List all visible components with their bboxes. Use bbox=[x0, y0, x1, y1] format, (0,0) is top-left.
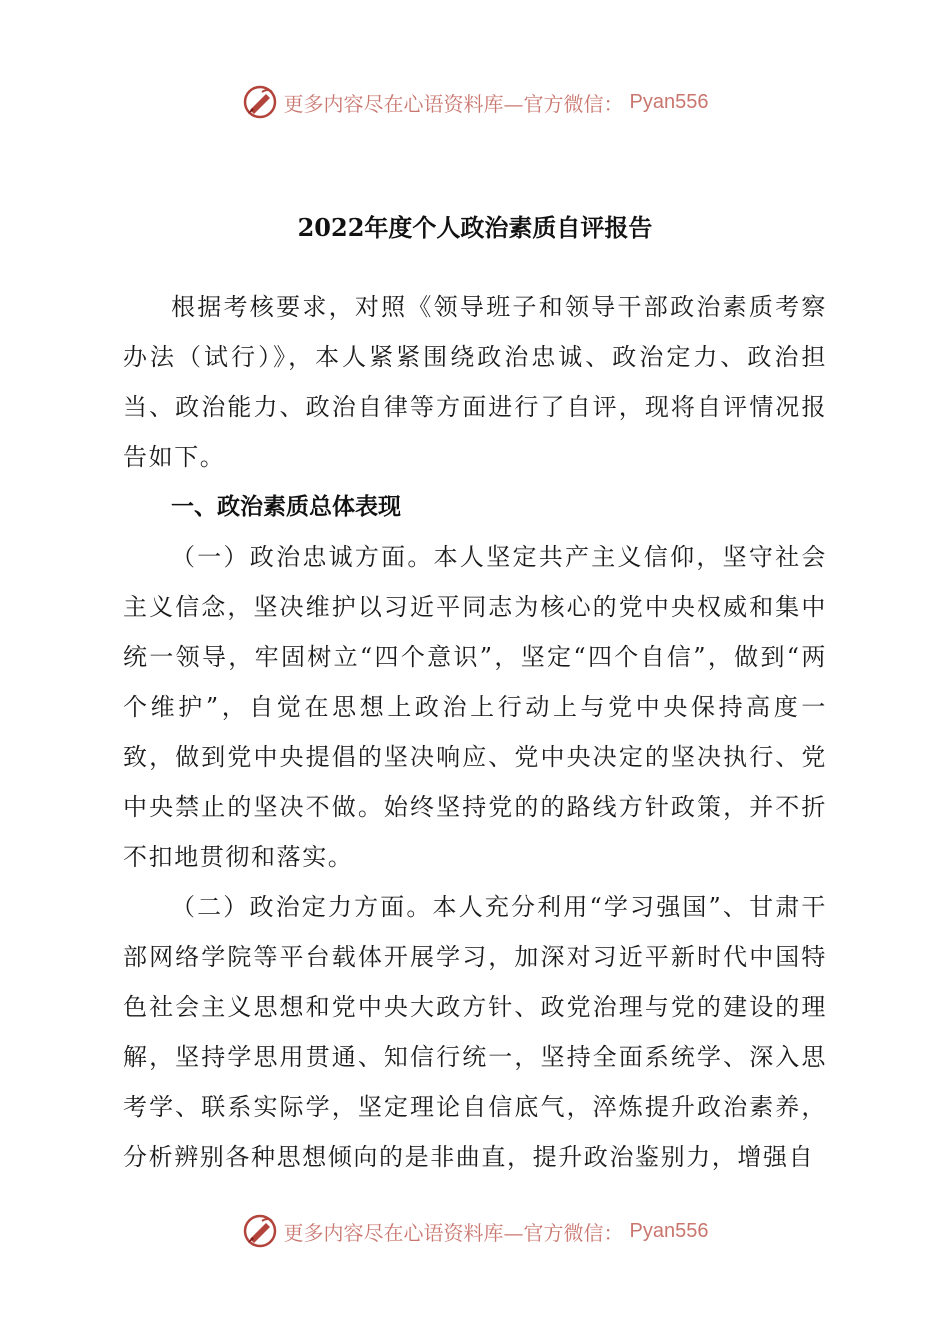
pen-logo-icon bbox=[242, 1213, 278, 1249]
watermark-text: 更多内容尽在心语资料库—官方微信： bbox=[283, 1220, 624, 1245]
document-title: 2022年度个人政治素质自评报告 bbox=[297, 213, 653, 242]
political-loyalty-paragraph: （一）政治忠诚方面。本人坚定共产主义信仰，坚守社会主义信念，坚决维护以习近平同志为核心的党中央权威和集中统一领导，牢固树立“四个意识”，坚定“四个自信”，做到“两个维护”，自觉在思想上政治上行动上与党中央保持高度一致，做到党中央提倡的坚决响应、党中央决定的坚决执行、党中央禁止的坚决不做。始终坚持党的的路线方针政策，并不折不扣地贯彻和落实。 bbox=[123, 543, 827, 871]
watermark-text: 更多内容尽在心语资料库—官方微信： bbox=[283, 91, 624, 116]
watermark-wechat-id: Pyan556 bbox=[629, 90, 709, 113]
pen-logo-icon bbox=[242, 84, 278, 120]
watermark-banner-bottom bbox=[0, 1211, 950, 1251]
political-determination-paragraph: （二）政治定力方面。本人充分利用“学习强国”、甘肃干部网络学院等平台载体开展学习，加深对习近平新时代中国特色社会主义思想和党中央大政方针、政党治理与党的建设的理解，坚持学思用贯通、知信行统一，坚持全面系统学、深入思考学、联系实际学，坚定理论自信底气，淬炼提升政治素养，分析辨别各种思想倾向的是非曲直，提升政治鉴别力，增强自 bbox=[123, 893, 827, 1171]
section-heading: 一、政治素质总体表现 bbox=[171, 494, 401, 520]
document-body bbox=[123, 282, 827, 1182]
intro-paragraph: 根据考核要求，对照《领导班子和领导干部政治素质考察办法（试行）》，本人紧紧围绕政治忠诚、政治定力、政治担当、政治能力、政治自律等方面进行了自评，现将自评情况报告如下。 bbox=[123, 293, 827, 471]
watermark-banner-top bbox=[0, 82, 950, 122]
watermark-wechat-id: Pyan556 bbox=[629, 1219, 709, 1242]
